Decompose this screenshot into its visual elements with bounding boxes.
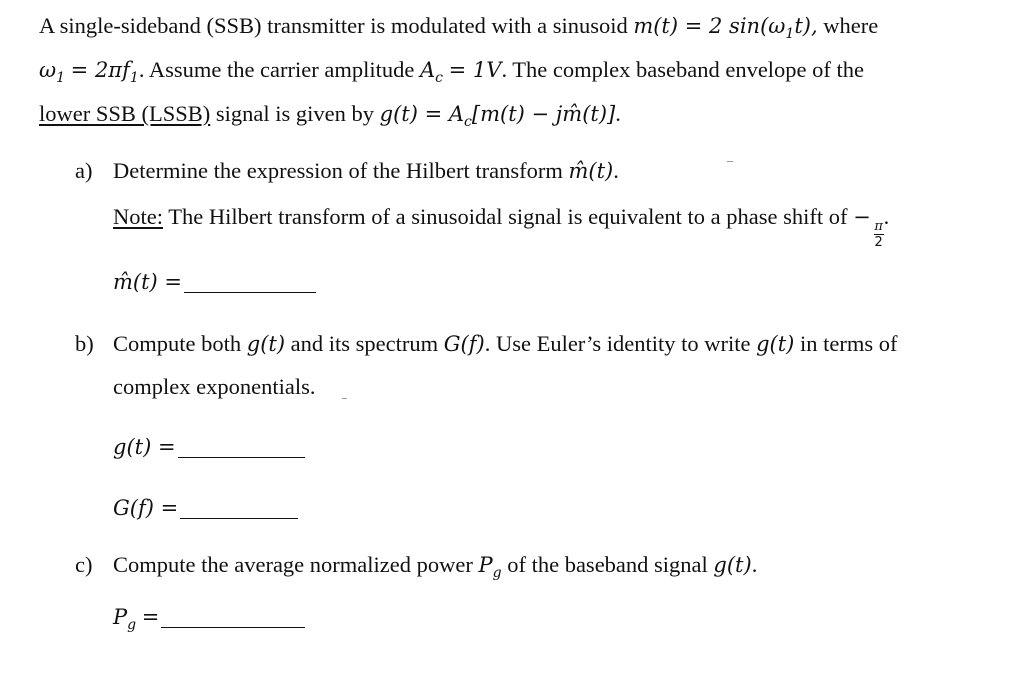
minus-sign: − <box>853 205 871 229</box>
intro-text: A single-sideband (SSB) transmitter is modulated with a sinusoid <box>39 13 628 38</box>
intro-text: . Assume the carrier amplitude <box>138 57 415 82</box>
period: . <box>883 204 890 229</box>
intro-text: . The complex baseband envelope of the <box>501 57 865 82</box>
power-answer-blank[interactable] <box>161 606 305 628</box>
part-a-note <box>113 203 889 249</box>
part-b-text: in terms of <box>800 331 898 356</box>
part-b-text: and its spectrum <box>290 331 439 356</box>
part-a-label: a) <box>75 158 93 183</box>
part-c-text: of the baseband signal <box>507 552 708 577</box>
part-a-text: Determine the expression of the Hilbert transform <box>113 158 563 183</box>
part-b-text: Compute both <box>113 331 242 356</box>
omega-symbol: ω <box>39 58 57 82</box>
hilbert-answer-label: m̂(t) = <box>113 270 183 294</box>
part-c-text: Compute the average normalized power <box>113 552 473 577</box>
period: . <box>615 101 621 126</box>
part-b-line-2 <box>113 373 315 401</box>
hilbert-symbol: m̂(t) <box>568 159 614 183</box>
frequency-formula: = 2πf <box>70 58 130 82</box>
subscript: 1 <box>129 70 139 86</box>
subscript: c <box>464 114 472 130</box>
power-symbol: P <box>478 553 493 577</box>
part-c-question <box>75 551 757 587</box>
part-a-answer-row <box>113 268 316 296</box>
envelope-formula-end: [m(t) − jm̂(t)] <box>471 102 616 126</box>
lssb-underlined-term: lower SSB (LSSB) <box>39 101 211 126</box>
part-a-question <box>75 157 619 185</box>
part-b-text: complex exponentials. <box>113 374 316 399</box>
intro-line-3 <box>39 100 621 136</box>
equals-sign: = <box>141 605 160 629</box>
part-b-answer-g <box>113 433 305 461</box>
intro-line-1 <box>39 12 878 48</box>
part-b-question <box>75 330 898 358</box>
part-b-label: b) <box>75 331 94 356</box>
g-answer-label: g(t) = <box>113 435 176 459</box>
part-c-answer-row <box>113 603 305 639</box>
envelope-formula: g(t) = A <box>379 102 465 126</box>
note-label: Note: <box>113 204 163 229</box>
g-of-t: g(t) <box>246 332 286 356</box>
stray-mark <box>727 161 733 162</box>
part-b-text: . Use Euler’s identity to write <box>484 331 751 356</box>
subscript: 1 <box>56 70 66 86</box>
fraction-denominator: 2 <box>874 235 883 250</box>
stray-mark <box>342 398 347 399</box>
part-b-answer-spectrum <box>113 494 298 522</box>
intro-line-2 <box>39 56 864 92</box>
carrier-amplitude-symbol: A <box>419 58 436 82</box>
pi-over-two-fraction <box>874 220 884 249</box>
fraction-numerator: π <box>874 219 883 234</box>
intro-text: signal is given by <box>215 101 375 126</box>
subscript: g <box>492 565 502 581</box>
g-of-t: g(t) <box>756 332 795 356</box>
period: . <box>613 158 619 183</box>
g-of-f: G(f) <box>443 332 485 356</box>
subscript: c <box>435 70 443 86</box>
spectrum-answer-blank[interactable] <box>180 497 298 519</box>
message-signal-formula-end: t), <box>794 14 818 38</box>
period: . <box>751 552 758 577</box>
carrier-amplitude-value: = 1V <box>448 58 502 82</box>
power-answer-symbol: P <box>113 605 128 629</box>
hilbert-answer-blank[interactable] <box>184 271 316 293</box>
subscript: g <box>127 617 137 633</box>
subscript: 1 <box>785 26 795 42</box>
message-signal-formula: m(t) = 2 sin(ω <box>633 14 786 38</box>
g-of-t: g(t) <box>713 553 752 577</box>
intro-text: where <box>823 13 879 38</box>
spectrum-answer-label: G(f) = <box>113 496 179 520</box>
g-answer-blank[interactable] <box>178 436 305 458</box>
part-c-label: c) <box>75 552 93 577</box>
note-text: The Hilbert transform of a sinusoidal signal is equivalent to a phase shift of <box>168 204 848 229</box>
